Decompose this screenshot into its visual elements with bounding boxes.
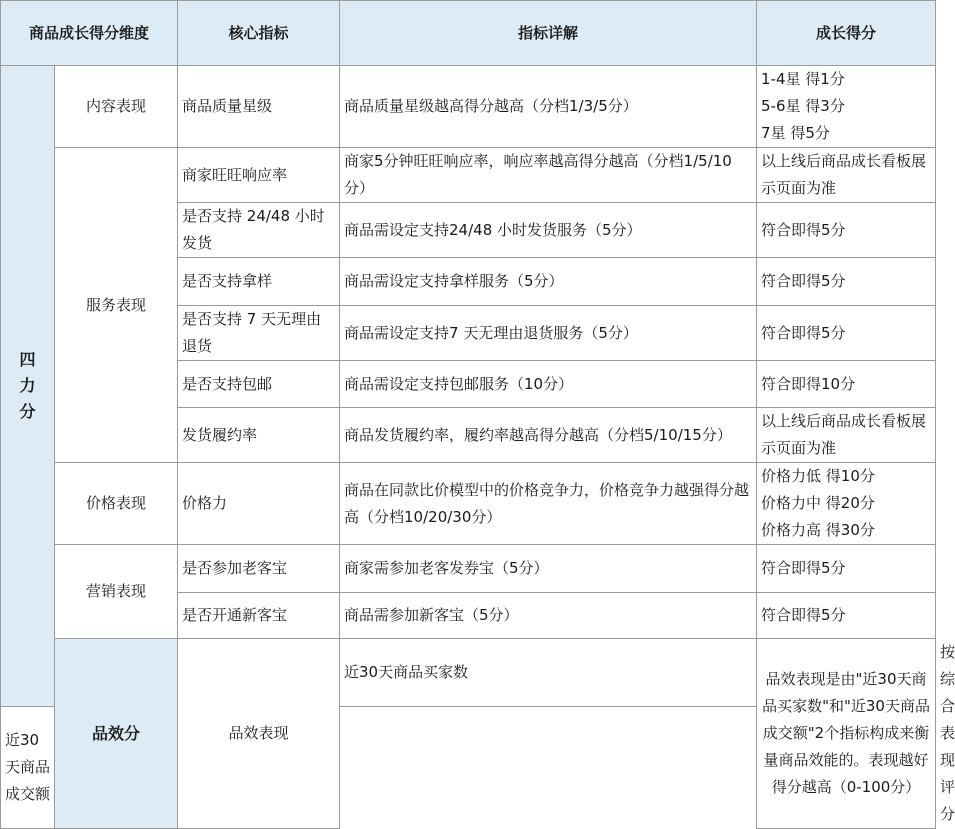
score-line: 价格力中 得20分: [761, 494, 875, 512]
score-line: 1-4星 得1分: [761, 70, 845, 88]
detail-cell: 商品质量星级越高得分越高（分档1/3/5分）: [340, 66, 757, 148]
metric-cell: 发货履约率: [178, 408, 340, 463]
metric-cell: 是否支持拿样: [178, 258, 340, 306]
score-cell: [757, 463, 936, 545]
header-core-metric: 核心指标: [178, 1, 340, 66]
metric-cell: 近30天商品买家数: [340, 639, 757, 707]
metric-cell: 是否参加老客宝: [178, 545, 340, 593]
metric-cell: 是否支持 7 天无理由退货: [178, 306, 340, 361]
score-cell: [757, 66, 936, 148]
detail-cell: 商家5分钟旺旺响应率，响应率越高得分越高（分档1/5/10分）: [340, 148, 757, 203]
score-cell: 符合即得5分: [757, 545, 936, 593]
table-row: [1, 148, 936, 203]
detail-cell: 商品在同款比价模型中的价格竞争力，价格竞争力越强得分越高（分档10/20/30分）: [340, 463, 757, 545]
detail-cell: 商品需设定支持7 天无理由退货服务（5分）: [340, 306, 757, 361]
metric-cell: 是否开通新客宝: [178, 593, 340, 639]
score-cell: 符合即得5分: [757, 258, 936, 306]
detail-cell: 商家需参加老客发券宝（5分）: [340, 545, 757, 593]
table-row: [1, 66, 936, 148]
group-service: 服务表现: [55, 148, 178, 463]
table-row: [1, 463, 936, 545]
header-score: 成长得分: [757, 1, 936, 66]
score-line: 价格力高 得30分: [761, 521, 875, 539]
group-price: 价格表现: [55, 463, 178, 545]
group-content: 内容表现: [55, 66, 178, 148]
metric-cell: 是否支持 24/48 小时发货: [178, 203, 340, 258]
score-cell: 以上线后商品成长看板展示页面为准: [757, 148, 936, 203]
score-cell: 以上线后商品成长看板展示页面为准: [757, 408, 936, 463]
detail-cell: 商品需设定支持24/48 小时发货服务（5分）: [340, 203, 757, 258]
score-line: 7星 得5分: [761, 124, 830, 142]
metric-cell: 商家旺旺响应率: [178, 148, 340, 203]
header-dimension: 商品成长得分维度: [1, 1, 178, 66]
metric-cell: 是否支持包邮: [178, 361, 340, 408]
detail-cell: 商品需设定支持拿样服务（5分）: [340, 258, 757, 306]
detail-cell: 品效表现是由"近30天商品买家数"和"近30天商品成交额"2个指标构成来衡量商品效能的。表现越好得分越高（0-100分）: [757, 639, 936, 829]
detail-cell: 商品需参加新客宝（5分）: [340, 593, 757, 639]
header-detail: 指标详解: [340, 1, 757, 66]
detail-cell: 商品发货履约率，履约率越高得分越高（分档5/10/15分）: [340, 408, 757, 463]
group-effect: 品效表现: [178, 639, 340, 829]
header-row: [1, 1, 936, 66]
metric-cell: 近30天商品成交额: [1, 707, 55, 829]
score-cell: 符合即得5分: [757, 306, 936, 361]
group-marketing: 营销表现: [55, 545, 178, 639]
score-line: 价格力低 得10分: [761, 467, 875, 485]
score-cell: 符合即得10分: [757, 361, 936, 408]
metric-cell: 价格力: [178, 463, 340, 545]
score-cell: 符合即得5分: [757, 593, 936, 639]
category-four-power: 四力分: [1, 66, 55, 707]
detail-cell: 商品需设定支持包邮服务（10分）: [340, 361, 757, 408]
metric-cell: 商品质量星级: [178, 66, 340, 148]
category-effect: 品效分: [55, 639, 178, 829]
table-row: 品效分 品效表现 近30天商品买家数 品效表现是由"近30天商品买家数"和"近30天商品成交额"2个指标构成来衡量商品效能的。表现越好得分越高（0-100分） 按综合表现评分: [1, 639, 936, 707]
score-cell: 符合即得5分: [757, 203, 936, 258]
table-row: [1, 545, 936, 593]
score-line: 5-6星 得3分: [761, 97, 845, 115]
